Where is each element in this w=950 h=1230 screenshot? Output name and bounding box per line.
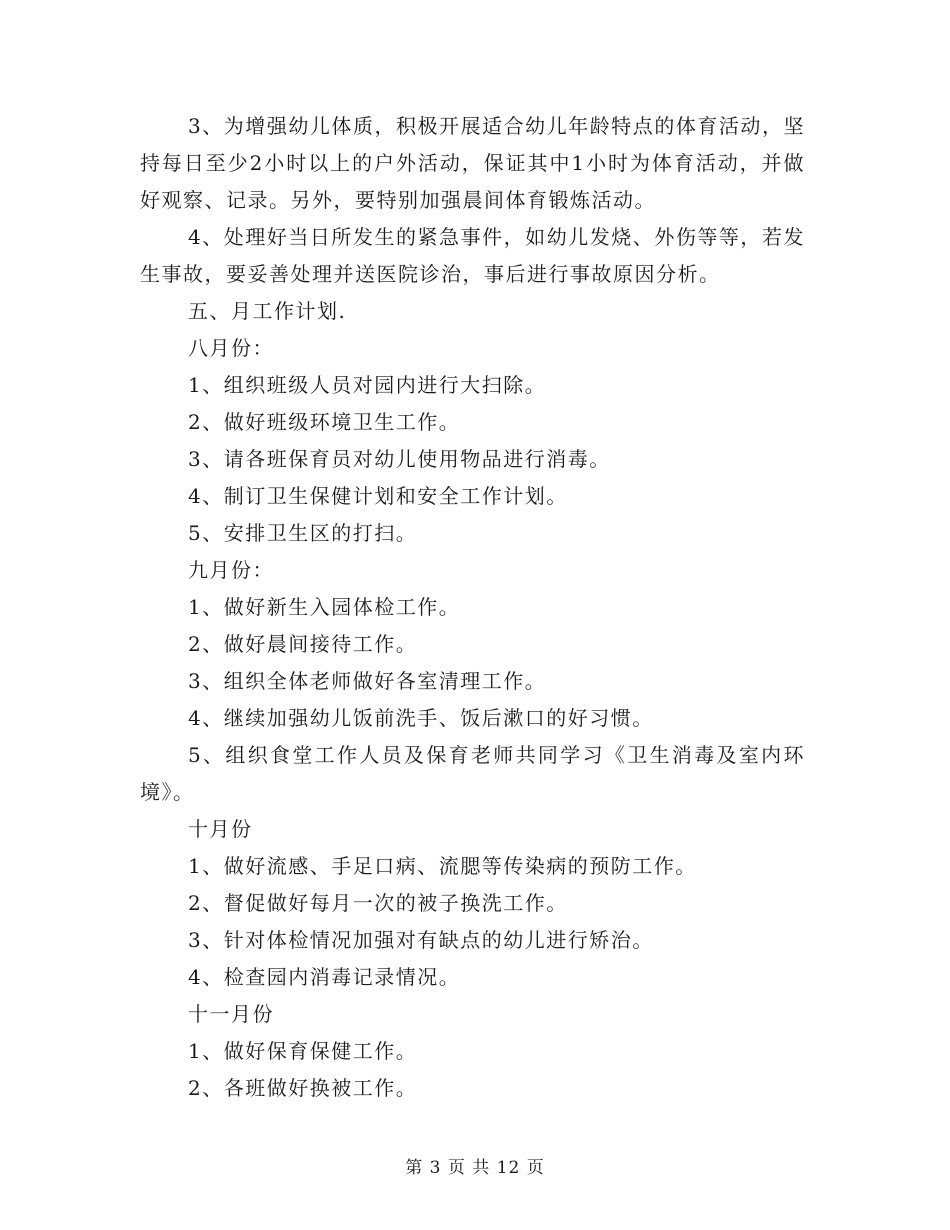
month-heading-september: 九月份： xyxy=(188,558,274,582)
document-body xyxy=(140,108,805,1107)
list-item: 5、组织食堂工作人员及保育老师共同学习《卫生消毒及室内环境》。 xyxy=(140,743,805,804)
paragraph: 4、处理好当日所发生的紧急事件，如幼儿发烧、外伤等等，若发生事故，要妥善处理并送医院诊治，事后进行事故原因分析。 xyxy=(140,225,805,286)
month-heading-november: 十一月份 xyxy=(188,1002,274,1026)
list-item: 2、做好班级环境卫生工作。 xyxy=(188,410,461,434)
list-item: 4、检查园内消毒记录情况。 xyxy=(188,965,461,989)
list-item: 1、组织班级人员对园内进行大扫除。 xyxy=(188,373,547,397)
list-item: 3、组织全体老师做好各室清理工作。 xyxy=(188,669,547,693)
list-item: 4、继续加强幼儿饭前洗手、饭后漱口的好习惯。 xyxy=(188,706,654,730)
list-item: 2、做好晨间接待工作。 xyxy=(188,632,418,656)
list-item: 2、督促做好每月一次的被子换洗工作。 xyxy=(188,891,568,915)
list-item: 3、针对体检情况加强对有缺点的幼儿进行矫治。 xyxy=(188,928,654,952)
page-number-label: 第 3 页 共 12 页 xyxy=(405,1158,545,1178)
month-heading-october: 十月份 xyxy=(188,817,253,841)
paragraph: 3、为增强幼儿体质，积极开展适合幼儿年龄特点的体育活动，坚持每日至少2小时以上的户外活动，保证其中1小时为体育活动，并做好观察、记录。另外，要特别加强晨间体育锻炼活动。 xyxy=(140,114,805,212)
list-item: 2、各班做好换被工作。 xyxy=(188,1076,418,1100)
list-item: 1、做好新生入园体检工作。 xyxy=(188,595,461,619)
list-item: 1、做好流感、手足口病、流腮等传染病的预防工作。 xyxy=(188,854,697,878)
list-item: 3、请各班保育员对幼儿使用物品进行消毒。 xyxy=(188,447,611,471)
list-item: 4、制订卫生保健计划和安全工作计划。 xyxy=(188,484,568,508)
list-item: 1、做好保育保健工作。 xyxy=(188,1039,418,1063)
page-footer xyxy=(0,1153,950,1178)
section-heading: 五、月工作计划. xyxy=(188,299,347,323)
list-item: 5、安排卫生区的打扫。 xyxy=(188,521,418,545)
month-heading-august: 八月份： xyxy=(188,336,274,360)
